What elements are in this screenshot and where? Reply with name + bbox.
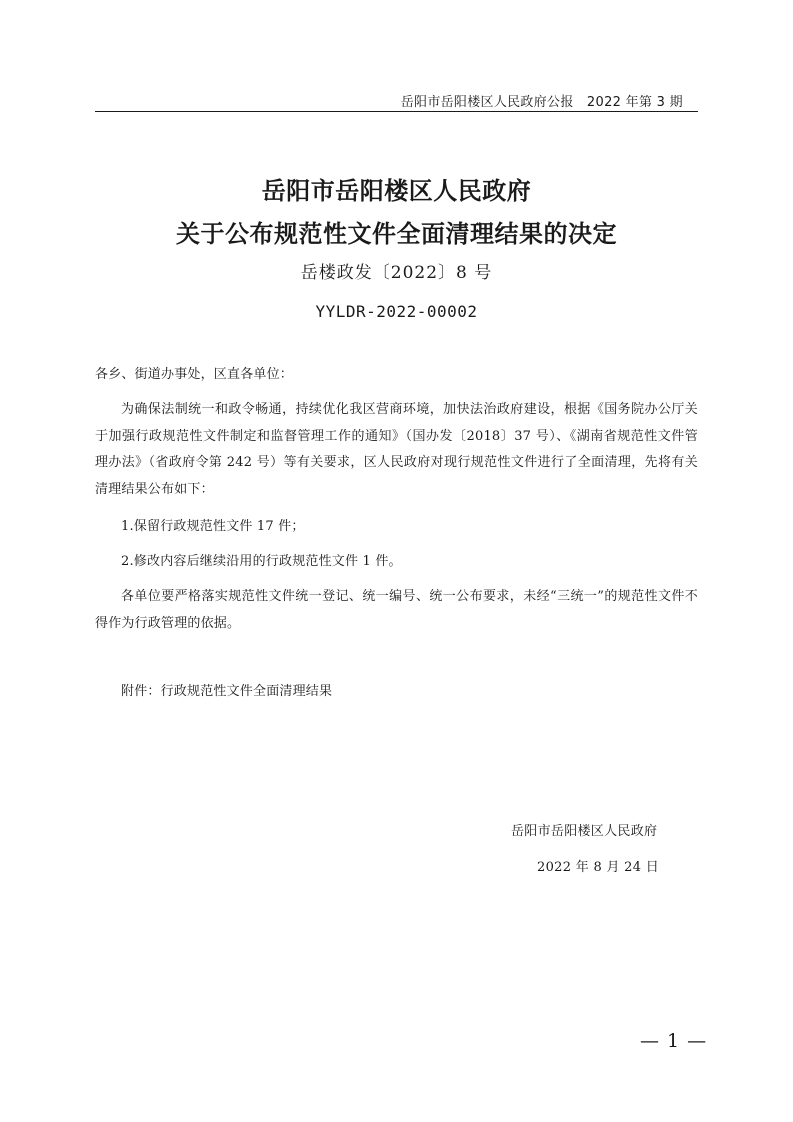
body-paragraph-1: 为确保法制统一和政令畅通，持续优化我区营商环境，加快法治政府建设，根据《国务院办公厅关于加强行政规范性文件制定和监督管理工作的通知》（国办发〔2018〕37 号）、《湖南省规范性文件管理办法》（省政府令第 242 号）等有关要求，区人民政府对现行规范性文件进行了全面清理，先将有关清理结果公布如下： [95, 402, 698, 497]
list-item: 1.保留行政规范性文件 17 件； [121, 519, 305, 534]
publication-header: 岳阳市岳阳楼区人民政府公报 2022 年第 3 期 [400, 95, 683, 110]
document-registration-code: YYLDR-2022-00002 [315, 302, 478, 321]
header-divider [95, 111, 698, 112]
document-number: 岳楼政发〔2022〕8 号 [300, 263, 493, 283]
attachment-note: 附件：行政规范性文件全面清理结果 [121, 684, 333, 699]
issue-date: 2022 年 8 月 24 日 [537, 860, 660, 875]
page-number: — 1 — [640, 1030, 708, 1052]
document-title-line-1: 岳阳市岳阳楼区人民政府 [261, 176, 532, 205]
issuing-authority: 岳阳市岳阳楼区人民政府 [511, 824, 658, 839]
body-paragraph-2: 各单位要严格落实规范性文件统一登记、统一编号、统一公布要求，未经“三统一”的规范性文件不得作为行政管理的依据。 [95, 589, 698, 631]
document-title-line-2: 关于公布规范性文件全面清理结果的决定 [176, 219, 617, 248]
salutation: 各乡、街道办事处，区直各单位： [95, 367, 294, 382]
list-item: 2.修改内容后继续沿用的行政规范性文件 1 件。 [121, 554, 402, 569]
